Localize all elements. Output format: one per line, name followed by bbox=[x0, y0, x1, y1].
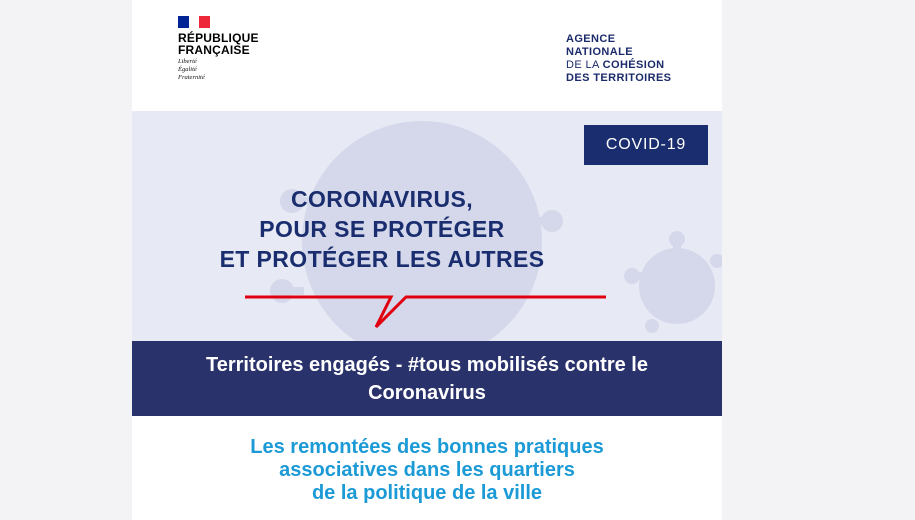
subtitle-line2: associatives dans les quartiers bbox=[279, 459, 575, 481]
subtitle-line3: de la politique de la ville bbox=[311, 482, 543, 504]
agency-line4: DES TERRITOIRES bbox=[566, 72, 672, 84]
agency-line3-light: DE LA bbox=[566, 59, 603, 71]
mobilisation-title-bar bbox=[132, 341, 722, 416]
republique-line2: FRANÇAISE bbox=[178, 43, 250, 57]
republique-francaise-logo bbox=[178, 16, 259, 82]
headline-line1: CORONAVIRUS, bbox=[291, 186, 473, 212]
newsletter-subtitle bbox=[132, 436, 722, 505]
agency-line3-bold: COHÉSION bbox=[602, 59, 665, 71]
french-flag-icon bbox=[178, 16, 210, 28]
bar-line1: Territoires engagés - #tous mobilisés contre le bbox=[206, 353, 648, 376]
republique-line1: RÉPUBLIQUE bbox=[178, 31, 259, 45]
motto-liberte: Liberté bbox=[178, 58, 197, 65]
agency-line3 bbox=[566, 59, 671, 72]
headline-line3: ET PROTÉGER LES AUTRES bbox=[219, 246, 545, 272]
motto-fraternite: Fraternité bbox=[178, 74, 205, 81]
motto-egalite: Égalité bbox=[178, 66, 197, 73]
subtitle-line1: Les remontées des bonnes pratiques bbox=[250, 436, 604, 458]
newsletter-sheet bbox=[132, 0, 722, 520]
republique-name bbox=[178, 32, 259, 56]
agency-line1: AGENCE bbox=[566, 33, 616, 45]
agency-logo bbox=[566, 33, 671, 85]
bar-line2: Coronavirus bbox=[368, 381, 486, 404]
republique-motto bbox=[178, 58, 259, 82]
covid-19-tag: COVID-19 bbox=[584, 125, 708, 165]
agency-line2: NATIONALE bbox=[566, 46, 633, 58]
headline-line2: POUR SE PROTÉGER bbox=[259, 216, 505, 242]
covid-banner bbox=[132, 111, 722, 341]
speech-bubble-icon bbox=[132, 111, 722, 341]
